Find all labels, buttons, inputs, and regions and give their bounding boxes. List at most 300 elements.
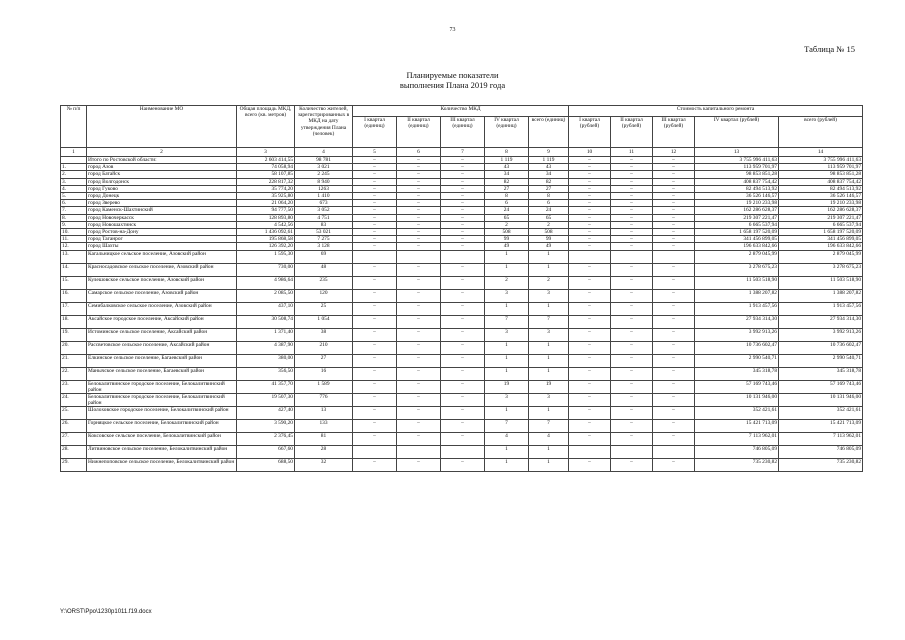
cell-cost-q2: – bbox=[611, 221, 653, 228]
header-residents: Количество жителей, зарегистрированных в МКД на дату утверждения Плана (человек) bbox=[295, 106, 353, 148]
cell-cost-q2: – bbox=[611, 367, 653, 380]
cell-num: 5. bbox=[61, 193, 87, 200]
cell-mo-name: Итого по Ростовской области: bbox=[87, 157, 237, 164]
cell-count-q3: – bbox=[441, 236, 485, 243]
cell-mo-name: город Каменск-Шахтинский bbox=[87, 207, 237, 214]
cell-count-q2: – bbox=[397, 407, 441, 420]
cell-count-q4: 24 bbox=[485, 207, 529, 214]
cell-count-q1 bbox=[353, 250, 397, 263]
cell-cost-q4: 2 990 540,71 bbox=[695, 354, 779, 367]
cell-mo-name: Шолоховское городское поселение, Белокалитвинский район bbox=[87, 407, 237, 420]
cell-mo-name: город Азов bbox=[87, 164, 237, 171]
cell-num: 28. bbox=[61, 446, 87, 459]
cell-count-q1: – bbox=[353, 407, 397, 420]
cell-cost-q2: – bbox=[611, 193, 653, 200]
cell-cost-total: 113 959 701,97 bbox=[779, 164, 863, 171]
cell-mo-name: город Батайск bbox=[87, 171, 237, 178]
cell-cost-q4: 6 665 537,94 bbox=[695, 221, 779, 228]
cell-cost-q1 bbox=[569, 250, 611, 263]
cell-count-q3: – bbox=[441, 200, 485, 207]
cell-cost-q4: 341 456 899,05 bbox=[695, 236, 779, 243]
column-index-cell: 4 bbox=[295, 148, 353, 157]
cell-total-area: 2 603 414,55 bbox=[237, 157, 295, 164]
cell-residents: 83 bbox=[295, 221, 353, 228]
cell-count-q2: – bbox=[397, 243, 441, 250]
cell-residents: 673 bbox=[295, 200, 353, 207]
cell-cost-q3: – bbox=[653, 433, 695, 446]
cell-cost-q1: – bbox=[569, 207, 611, 214]
cell-cost-q3: – bbox=[653, 221, 695, 228]
cell-cost-total: 219 307 221,47 bbox=[779, 214, 863, 221]
cell-count-q1: – bbox=[353, 433, 397, 446]
cell-residents: 32 bbox=[295, 459, 353, 472]
cell-num: 8. bbox=[61, 214, 87, 221]
cell-cost-q2 bbox=[611, 250, 653, 263]
header-count-q1: I квартал (единиц) bbox=[353, 117, 397, 148]
cell-count-q2: – bbox=[397, 164, 441, 171]
cell-count-q1: – bbox=[353, 221, 397, 228]
cell-cost-total: 10 131 946,00 bbox=[779, 394, 863, 407]
cell-num: 15. bbox=[61, 276, 87, 289]
cell-num: 18. bbox=[61, 315, 87, 328]
cell-cost-q3: – bbox=[653, 207, 695, 214]
cell-residents: 133 bbox=[295, 420, 353, 433]
cell-count-q4: 1 bbox=[485, 250, 529, 263]
cell-cost-total: 57 169 743,46 bbox=[779, 380, 863, 393]
cell-cost-q2: – bbox=[611, 380, 653, 393]
cell-count-q4: 1 bbox=[485, 459, 529, 472]
cell-cost-total: 345 318,78 bbox=[779, 367, 863, 380]
cell-num: 13. bbox=[61, 250, 87, 263]
cell-cost-q3: – bbox=[653, 459, 695, 472]
cell-cost-q1: – bbox=[569, 243, 611, 250]
cell-count-q4: 65 bbox=[485, 214, 529, 221]
cell-residents: 53 021 bbox=[295, 229, 353, 236]
cell-count-q4: 99 bbox=[485, 236, 529, 243]
cell-count-q4: 2 bbox=[485, 221, 529, 228]
cell-cost-q2: – bbox=[611, 214, 653, 221]
cell-count-total: 7 bbox=[529, 315, 569, 328]
cell-cost-total: 735 230,82 bbox=[779, 459, 863, 472]
cell-total-area: 74 058,94 bbox=[237, 164, 295, 171]
cell-count-q2: – bbox=[397, 171, 441, 178]
cell-cost-q1 bbox=[569, 446, 611, 459]
cell-cost-total: 3 755 996 411,63 bbox=[779, 157, 863, 164]
cell-count-q1: – bbox=[353, 193, 397, 200]
cell-count-q4: 8 bbox=[485, 193, 529, 200]
table-row bbox=[61, 276, 863, 289]
cell-cost-q3: – bbox=[653, 407, 695, 420]
cell-count-total: 24 bbox=[529, 207, 569, 214]
cell-cost-total: 408 837 754,42 bbox=[779, 178, 863, 185]
cell-cost-q2: – bbox=[611, 171, 653, 178]
cell-cost-q1: – bbox=[569, 420, 611, 433]
cell-count-q3: – bbox=[441, 354, 485, 367]
title-line-1: Планируемые показатели bbox=[406, 70, 499, 80]
cell-mo-name: Литвиновское сельское поселение, Белокалитвинский район bbox=[87, 446, 237, 459]
cell-residents: 98 781 bbox=[295, 157, 353, 164]
cell-cost-q4: 7 113 962,01 bbox=[695, 433, 779, 446]
table-row bbox=[61, 178, 863, 185]
cell-residents: 13 bbox=[295, 407, 353, 420]
cell-residents: 4 751 bbox=[295, 214, 353, 221]
cell-count-q2 bbox=[397, 446, 441, 459]
cell-residents: 69 bbox=[295, 250, 353, 263]
cell-cost-q1: – bbox=[569, 433, 611, 446]
cell-cost-q1: – bbox=[569, 200, 611, 207]
cell-count-total: 34 bbox=[529, 171, 569, 178]
cell-total-area: 4 542,56 bbox=[237, 221, 295, 228]
cell-mo-name: город Волгодонск bbox=[87, 178, 237, 185]
cell-cost-q4: 15 421 713,09 bbox=[695, 420, 779, 433]
cell-cost-q4: 352 421,61 bbox=[695, 407, 779, 420]
cell-count-q2: – bbox=[397, 459, 441, 472]
cell-count-q3: – bbox=[441, 315, 485, 328]
cell-count-q4: 27 bbox=[485, 185, 529, 192]
cell-cost-q4: 10 131 946,00 bbox=[695, 394, 779, 407]
cell-count-q1: – bbox=[353, 341, 397, 354]
cell-cost-q4: 27 934 314,30 bbox=[695, 315, 779, 328]
cell-cost-q1: – bbox=[569, 289, 611, 302]
cell-cost-q4: 11 503 518,90 bbox=[695, 276, 779, 289]
cell-count-q1: – bbox=[353, 229, 397, 236]
cell-count-q4: 7 bbox=[485, 315, 529, 328]
cell-count-q2: – bbox=[397, 207, 441, 214]
header-group-mkd-count: Количество МКД bbox=[353, 106, 569, 117]
cell-cost-q2: – bbox=[611, 207, 653, 214]
cell-count-q3: – bbox=[441, 193, 485, 200]
cell-num: 19. bbox=[61, 328, 87, 341]
cell-cost-total: 352 421,61 bbox=[779, 407, 863, 420]
cell-count-q2: – bbox=[397, 315, 441, 328]
cell-count-q3: – bbox=[441, 164, 485, 171]
cell-count-total: 43 bbox=[529, 164, 569, 171]
cell-num: 3. bbox=[61, 178, 87, 185]
cell-num: 10. bbox=[61, 229, 87, 236]
cell-residents: 48 bbox=[295, 263, 353, 276]
cell-cost-q3: – bbox=[653, 276, 695, 289]
cell-count-total: 1 bbox=[529, 263, 569, 276]
cell-mo-name: Кулешовское сельское поселение, Азовский район bbox=[87, 276, 237, 289]
cell-total-area: 4 387,90 bbox=[237, 341, 295, 354]
cell-residents: 25 bbox=[295, 302, 353, 315]
cell-mo-name: Семибалковское сельское поселение, Азовский район bbox=[87, 302, 237, 315]
cell-cost-total: 27 934 314,30 bbox=[779, 315, 863, 328]
capital-repair-plan-table bbox=[60, 105, 863, 472]
cell-residents: 3 052 bbox=[295, 207, 353, 214]
cell-count-q2: – bbox=[397, 221, 441, 228]
cell-total-area: 427,40 bbox=[237, 407, 295, 420]
cell-num: 9. bbox=[61, 221, 87, 228]
cell-cost-q3: – bbox=[653, 263, 695, 276]
table-row bbox=[61, 193, 863, 200]
cell-cost-q2: – bbox=[611, 185, 653, 192]
cell-total-area: 3 590,20 bbox=[237, 420, 295, 433]
cell-count-q2: – bbox=[397, 193, 441, 200]
cell-cost-q4: 10 736 602,47 bbox=[695, 341, 779, 354]
cell-cost-total: 1 658 197 520,09 bbox=[779, 229, 863, 236]
cell-cost-q2: – bbox=[611, 341, 653, 354]
cell-count-q1: – bbox=[353, 236, 397, 243]
cell-cost-q4: 19 210 233,98 bbox=[695, 200, 779, 207]
cell-cost-q3: – bbox=[653, 367, 695, 380]
table-row bbox=[61, 214, 863, 221]
cell-cost-q2: – bbox=[611, 157, 653, 164]
column-index-cell: 12 bbox=[653, 148, 695, 157]
table-row bbox=[61, 250, 863, 263]
cell-count-q3: – bbox=[441, 221, 485, 228]
cell-count-q2: – bbox=[397, 157, 441, 164]
cell-count-q2: – bbox=[397, 420, 441, 433]
cell-count-q2: – bbox=[397, 263, 441, 276]
cell-mo-name: город Ростов-на-Дону bbox=[87, 229, 237, 236]
cell-cost-total: 2 879 045,99 bbox=[779, 250, 863, 263]
column-index-cell: 11 bbox=[611, 148, 653, 157]
cell-count-q4: 1 119 bbox=[485, 157, 529, 164]
cell-cost-q4: 408 837 754,42 bbox=[695, 178, 779, 185]
cell-count-q1: – bbox=[353, 380, 397, 393]
cell-count-total: 4 bbox=[529, 433, 569, 446]
cell-cost-q2: – bbox=[611, 354, 653, 367]
table-row bbox=[61, 446, 863, 459]
column-index-cell: 7 bbox=[441, 148, 485, 157]
cell-count-q4: 1 bbox=[485, 407, 529, 420]
cell-cost-q3: – bbox=[653, 315, 695, 328]
cell-count-q1: – bbox=[353, 157, 397, 164]
cell-count-q1: – bbox=[353, 200, 397, 207]
cell-cost-q3: – bbox=[653, 157, 695, 164]
cell-cost-q1: – bbox=[569, 263, 611, 276]
cell-cost-q3 bbox=[653, 446, 695, 459]
cell-count-q4: 1 bbox=[485, 263, 529, 276]
cell-cost-q4: 82 494 513,92 bbox=[695, 185, 779, 192]
cell-count-total: 508 bbox=[529, 229, 569, 236]
cell-mo-name: город Таганрог bbox=[87, 236, 237, 243]
cell-count-total: 1 bbox=[529, 446, 569, 459]
cell-cost-q4: 113 959 701,97 bbox=[695, 164, 779, 171]
table-row bbox=[61, 221, 863, 228]
cell-cost-q2: – bbox=[611, 433, 653, 446]
cell-count-q2: – bbox=[397, 185, 441, 192]
table-row bbox=[61, 315, 863, 328]
cell-count-q4: 4 bbox=[485, 433, 529, 446]
cell-count-q3: – bbox=[441, 243, 485, 250]
cell-cost-q1: – bbox=[569, 214, 611, 221]
cell-mo-name: Самарское сельское поселение, Азовский район bbox=[87, 289, 237, 302]
cell-cost-q3: – bbox=[653, 394, 695, 407]
cell-cost-total: 11 503 518,90 bbox=[779, 276, 863, 289]
cell-cost-q4: 3 992 913,26 bbox=[695, 328, 779, 341]
table-row bbox=[61, 263, 863, 276]
cell-cost-q2: – bbox=[611, 302, 653, 315]
table-row bbox=[61, 171, 863, 178]
cell-count-q4: 19 bbox=[485, 380, 529, 393]
cell-count-q4: 1 bbox=[485, 446, 529, 459]
cell-count-total: 3 bbox=[529, 328, 569, 341]
table-body bbox=[61, 157, 863, 472]
cell-num: 12. bbox=[61, 243, 87, 250]
table-row bbox=[61, 380, 863, 393]
cell-cost-q4: 1 658 197 520,09 bbox=[695, 229, 779, 236]
cell-count-total: 99 bbox=[529, 236, 569, 243]
cell-num: 1. bbox=[61, 164, 87, 171]
column-index-cell: 2 bbox=[87, 148, 237, 157]
cell-count-total: 7 bbox=[529, 420, 569, 433]
cell-num: 2. bbox=[61, 171, 87, 178]
table-row bbox=[61, 354, 863, 367]
column-index-cell: 13 bbox=[695, 148, 779, 157]
cell-num bbox=[61, 157, 87, 164]
cell-count-q1: – bbox=[353, 354, 397, 367]
cell-residents: 27 bbox=[295, 354, 353, 367]
cell-cost-total: 82 494 513,92 bbox=[779, 185, 863, 192]
cell-count-q3: – bbox=[441, 263, 485, 276]
cell-count-q3: – bbox=[441, 459, 485, 472]
table-row bbox=[61, 394, 863, 407]
cell-count-q3: – bbox=[441, 407, 485, 420]
table-row bbox=[61, 433, 863, 446]
cell-count-q3: – bbox=[441, 185, 485, 192]
cell-total-area: 35 774,20 bbox=[237, 185, 295, 192]
cell-count-q2: – bbox=[397, 302, 441, 315]
cell-cost-q2: – bbox=[611, 276, 653, 289]
table-row bbox=[61, 341, 863, 354]
cell-cost-total: 15 421 713,09 bbox=[779, 420, 863, 433]
cell-residents: 28 bbox=[295, 446, 353, 459]
cell-residents: 8 940 bbox=[295, 178, 353, 185]
column-index-cell: 9 bbox=[529, 148, 569, 157]
cell-residents: 3 021 bbox=[295, 164, 353, 171]
cell-num: 11. bbox=[61, 236, 87, 243]
cell-cost-q3: – bbox=[653, 420, 695, 433]
cell-count-q2: – bbox=[397, 433, 441, 446]
cell-total-area: 667,60 bbox=[237, 446, 295, 459]
cell-mo-name: город Новошахтинск bbox=[87, 221, 237, 228]
cell-count-q2: – bbox=[397, 354, 441, 367]
cell-cost-q2 bbox=[611, 446, 653, 459]
cell-cost-q3: – bbox=[653, 328, 695, 341]
cell-count-total: 1 bbox=[529, 407, 569, 420]
cell-count-total: 1 bbox=[529, 367, 569, 380]
cell-count-q1: – bbox=[353, 420, 397, 433]
cell-count-q4: 1 bbox=[485, 354, 529, 367]
cell-mo-name: Коксовское сельское поселение, Белокалитвинский район bbox=[87, 433, 237, 446]
cell-mo-name: город Донецк bbox=[87, 193, 237, 200]
cell-count-q2: – bbox=[397, 236, 441, 243]
cell-mo-name: Истоминское сельское поселение, Аксайский район bbox=[87, 328, 237, 341]
cell-mo-name: Елкинское сельское поселение, Багаевский район bbox=[87, 354, 237, 367]
document-title bbox=[0, 70, 905, 90]
cell-count-q4: 3 bbox=[485, 394, 529, 407]
cell-mo-name: Белокалитвинское городское поселение, Белокалитвинский район bbox=[87, 394, 237, 407]
header-cost-q4: IV квартал (рублей) bbox=[695, 117, 779, 148]
table-row bbox=[61, 328, 863, 341]
cell-count-q1: – bbox=[353, 207, 397, 214]
cell-count-q1: – bbox=[353, 171, 397, 178]
cell-cost-q2: – bbox=[611, 164, 653, 171]
cell-cost-q1: – bbox=[569, 157, 611, 164]
cell-count-q3: – bbox=[441, 276, 485, 289]
cell-count-total: 2 bbox=[529, 221, 569, 228]
cell-count-q1: – bbox=[353, 243, 397, 250]
cell-count-total: 1 bbox=[529, 250, 569, 263]
cell-cost-total: 341 456 899,05 bbox=[779, 236, 863, 243]
cell-count-q1: – bbox=[353, 459, 397, 472]
cell-mo-name: Аксайское городское поселение, Аксайский район bbox=[87, 315, 237, 328]
table-row bbox=[61, 367, 863, 380]
cell-cost-q3: – bbox=[653, 289, 695, 302]
header-total-area: Общая площадь МКД, всего (кв. метров) bbox=[237, 106, 295, 148]
cell-cost-q3 bbox=[653, 250, 695, 263]
cell-cost-q4: 1 388 207,82 bbox=[695, 289, 779, 302]
cell-residents: 776 bbox=[295, 394, 353, 407]
cell-total-area: 1 595,30 bbox=[237, 250, 295, 263]
cell-cost-q1: – bbox=[569, 315, 611, 328]
cell-cost-q4: 57 169 743,46 bbox=[695, 380, 779, 393]
footer-file-path: Y:\ORST\Ppo\1230p1011.f19.docx bbox=[60, 609, 152, 615]
cell-total-area: 2 376,45 bbox=[237, 433, 295, 446]
cell-count-q4: 1 bbox=[485, 302, 529, 315]
cell-cost-q2: – bbox=[611, 200, 653, 207]
cell-cost-q3: – bbox=[653, 178, 695, 185]
cell-cost-q1: – bbox=[569, 164, 611, 171]
table-row bbox=[61, 207, 863, 214]
title-line-2: выполнения Плана 2019 года bbox=[399, 80, 506, 90]
cell-count-q3: – bbox=[441, 157, 485, 164]
cell-cost-total: 6 665 537,94 bbox=[779, 221, 863, 228]
cell-count-q2: – bbox=[397, 289, 441, 302]
cell-residents: 235 bbox=[295, 276, 353, 289]
cell-residents: 3 128 bbox=[295, 243, 353, 250]
cell-residents: 16 bbox=[295, 367, 353, 380]
cell-count-q1: – bbox=[353, 214, 397, 221]
cell-total-area: 94 777,50 bbox=[237, 207, 295, 214]
cell-total-area: 1 371,40 bbox=[237, 328, 295, 341]
cell-count-total: 1 bbox=[529, 341, 569, 354]
table-row bbox=[61, 420, 863, 433]
cell-total-area: 21 064,20 bbox=[237, 200, 295, 207]
cell-total-area: 228 817,32 bbox=[237, 178, 295, 185]
cell-cost-q2: – bbox=[611, 229, 653, 236]
cell-residents: 1 054 bbox=[295, 315, 353, 328]
cell-count-q2 bbox=[397, 250, 441, 263]
cell-count-total: 65 bbox=[529, 214, 569, 221]
cell-count-q1: – bbox=[353, 263, 397, 276]
cell-cost-q4: 746 805,09 bbox=[695, 446, 779, 459]
cell-cost-q3: – bbox=[653, 164, 695, 171]
cell-count-total: 82 bbox=[529, 178, 569, 185]
cell-cost-q1: – bbox=[569, 367, 611, 380]
cell-total-area: 730,00 bbox=[237, 263, 295, 276]
cell-count-q3: – bbox=[441, 341, 485, 354]
cell-cost-total: 1 913 457,56 bbox=[779, 302, 863, 315]
cell-total-area: 437,10 bbox=[237, 302, 295, 315]
header-count-total: всего (единиц) bbox=[529, 117, 569, 148]
cell-count-total: 1 bbox=[529, 354, 569, 367]
cell-residents: 38 bbox=[295, 328, 353, 341]
cell-count-q4: 1 bbox=[485, 341, 529, 354]
cell-num: 4. bbox=[61, 185, 87, 192]
cell-cost-q3: – bbox=[653, 341, 695, 354]
cell-cost-total: 162 286 628,37 bbox=[779, 207, 863, 214]
page-number: 73 bbox=[449, 27, 456, 33]
table-row bbox=[61, 200, 863, 207]
cell-num: 25. bbox=[61, 407, 87, 420]
column-index-cell: 6 bbox=[397, 148, 441, 157]
cell-cost-q1: – bbox=[569, 354, 611, 367]
cell-residents: 1 589 bbox=[295, 380, 353, 393]
cell-count-total: 19 bbox=[529, 380, 569, 393]
